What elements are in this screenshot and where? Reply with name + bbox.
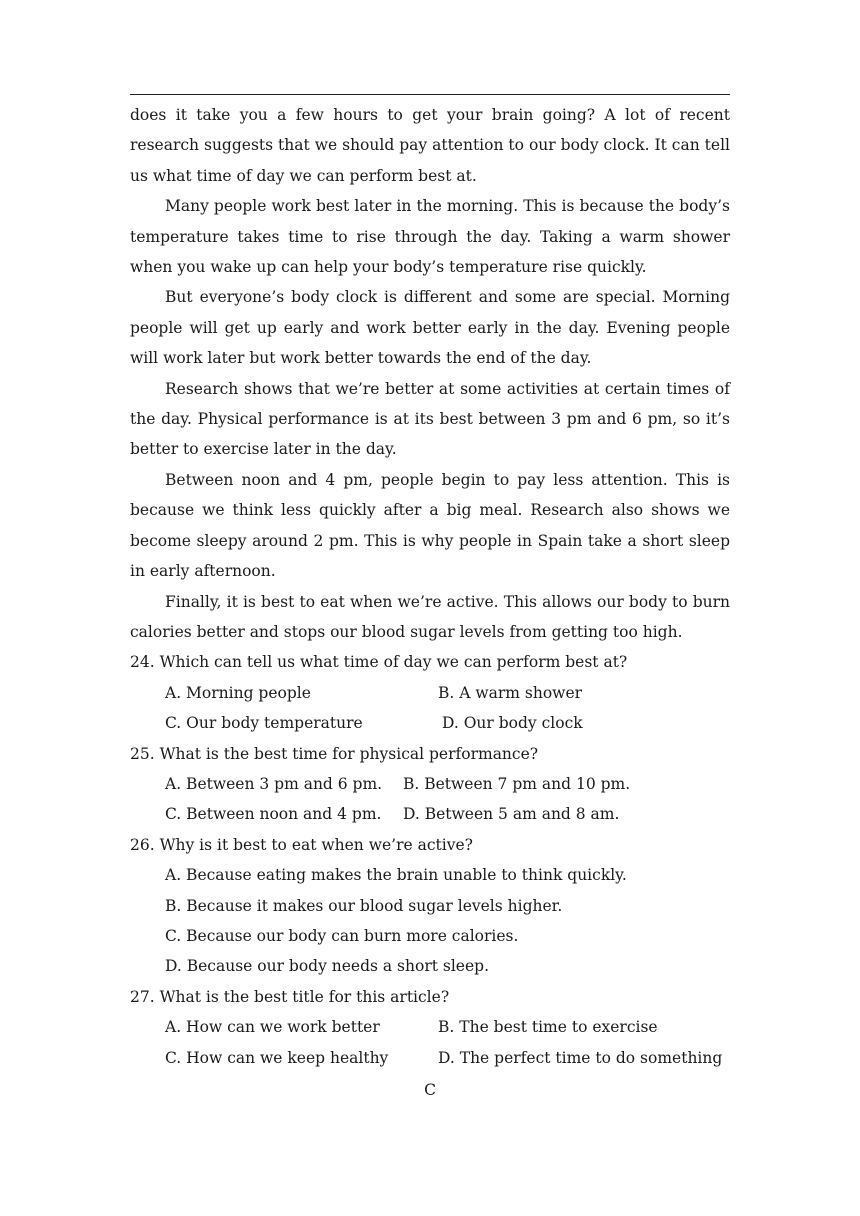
question-24-option-a: A. Morning people bbox=[165, 683, 311, 702]
question-25-option-b: B. Between 7 pm and 10 pm. bbox=[403, 774, 631, 793]
question-25-option-c: C. Between noon and 4 pm. bbox=[165, 805, 382, 824]
question-25-option-d: D. Between 5 am and 8 am. bbox=[403, 805, 620, 824]
section-letter-heading: C bbox=[424, 1081, 436, 1099]
question-27: 27. What is the best title for this article? bbox=[130, 987, 450, 1006]
passage-paragraph-5: Between noon and 4 pm, people begin to pay less attention. This is because we think less quickly after a big meal. Research also shows we become sleepy around 2 pm. This is why people in Spain take a short sleep in early afternoon. bbox=[130, 470, 730, 581]
question-26-option-a: A. Because eating makes the brain unable to think quickly. bbox=[165, 866, 627, 885]
passage-paragraph-3: But everyone’s body clock is different and some are special. Morning people will get up early and work better early in the day. Evening people will work later but work better towards the end of the day. bbox=[130, 288, 730, 368]
question-24-options-row-2 bbox=[130, 708, 730, 738]
question-24-options-row-1 bbox=[130, 678, 730, 708]
question-26: 26. Why is it best to eat when we’re active? bbox=[130, 835, 473, 854]
question-26-option-d: D. Because our body needs a short sleep. bbox=[165, 957, 490, 976]
passage-paragraph-2: Many people work best later in the morning. This is because the body’s temperature takes time to rise through the day. Taking a warm shower when you wake up can help your body’s temperature rise quickly. bbox=[130, 197, 730, 277]
passage-paragraph-4: Research shows that we’re better at some activities at certain times of the day. Physical performance is at its best between 3 pm and 6 pm, so it’s better to exercise later in the day. bbox=[130, 379, 730, 459]
question-27-option-c: C. How can we keep healthy bbox=[165, 1048, 389, 1067]
question-25-options-row-1 bbox=[130, 769, 730, 799]
question-26-option-c: C. Because our body can burn more calories. bbox=[165, 926, 519, 945]
question-27-options-row-1 bbox=[130, 1012, 730, 1042]
question-24: 24. Which can tell us what time of day we can perform best at? bbox=[130, 653, 628, 672]
question-27-options-row-2 bbox=[130, 1043, 730, 1073]
question-24-option-b: B. A warm shower bbox=[438, 683, 583, 702]
question-25-option-a: A. Between 3 pm and 6 pm. bbox=[165, 774, 383, 793]
reading-passage bbox=[130, 100, 730, 1073]
question-27-option-a: A. How can we work better bbox=[165, 1018, 380, 1037]
question-26-option-b: B. Because it makes our blood sugar levels higher. bbox=[165, 896, 563, 915]
passage-paragraph-1: does it take you a few hours to get your brain going? A lot of recent research suggests that we should pay attention to our body clock. It can tell us what time of day we can perform best at. bbox=[130, 106, 730, 185]
question-24-option-c: C. Our body temperature bbox=[165, 714, 363, 733]
top-rule bbox=[130, 94, 730, 95]
question-25: 25. What is the best time for physical performance? bbox=[130, 744, 539, 763]
question-24-option-d: D. Our body clock bbox=[442, 714, 583, 733]
passage-paragraph-6: Finally, it is best to eat when we’re active. This allows our body to burn calories better and stops our blood sugar levels from getting too high. bbox=[130, 592, 730, 641]
question-27-option-b: B. The best time to exercise bbox=[438, 1018, 658, 1037]
question-27-option-d: D. The perfect time to do something bbox=[438, 1048, 723, 1067]
question-25-options-row-2 bbox=[130, 799, 730, 829]
